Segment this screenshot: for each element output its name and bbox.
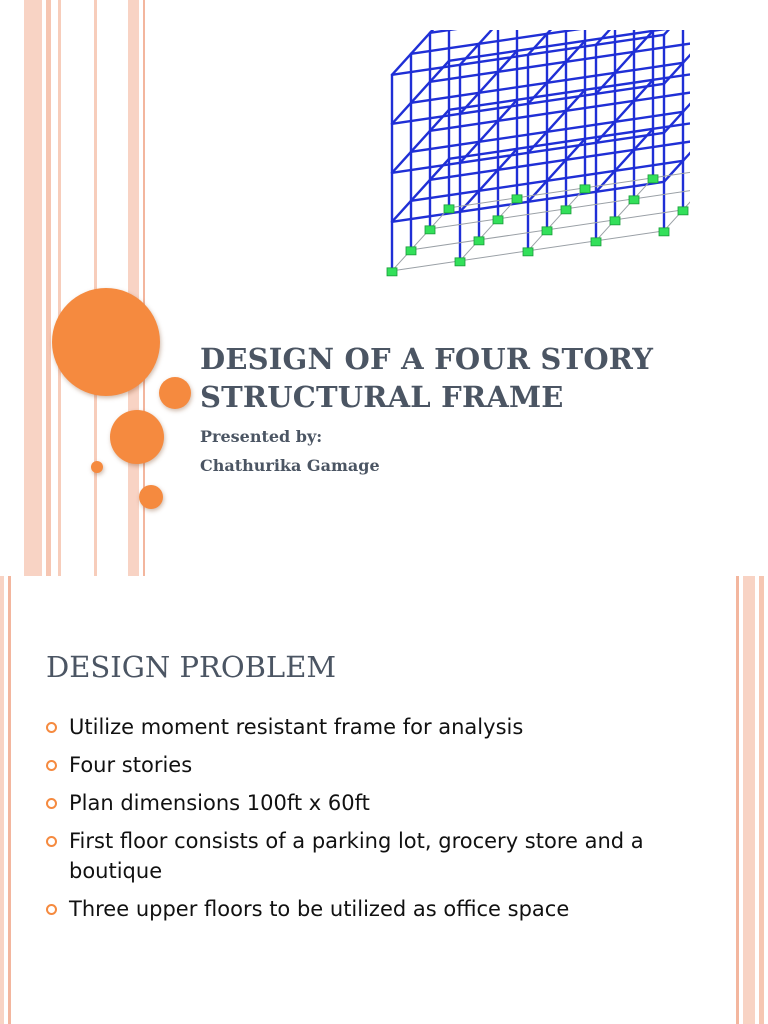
frame-member — [653, 30, 690, 31]
frame-member — [547, 171, 615, 181]
support-marker — [455, 258, 465, 266]
list-item: Three upper floors to be utilized as office space — [46, 894, 686, 924]
decor-circle-small — [91, 461, 103, 473]
decor-stripe — [743, 576, 755, 1024]
frame-member — [498, 111, 566, 121]
frame-member — [430, 189, 690, 229]
frame-member — [411, 191, 479, 201]
decor-stripe — [128, 0, 139, 576]
frame-member — [479, 132, 547, 142]
circle-bullet-icon — [46, 836, 57, 847]
title-line-1: DESIGN OF A FOUR STORY — [200, 342, 654, 376]
frame-member — [566, 101, 634, 111]
circle-bullet-icon — [46, 722, 57, 733]
support-marker — [425, 226, 435, 234]
frame-member — [566, 150, 634, 160]
decor-stripe — [736, 576, 739, 1024]
structural-frame-illustration — [380, 30, 690, 330]
frame-member — [566, 52, 634, 62]
list-item: Plan dimensions 100ft x 60ft — [46, 788, 686, 818]
circle-bullet-icon — [46, 904, 57, 915]
frame-member — [615, 63, 683, 73]
frame-member — [430, 170, 498, 180]
frame-member — [430, 121, 498, 131]
frame-member — [479, 83, 547, 93]
frame-member — [411, 44, 479, 54]
frame-member — [411, 93, 479, 103]
support-marker — [542, 227, 552, 235]
frame-member — [528, 192, 596, 202]
design-problem-heading: DESIGN PROBLEM — [46, 650, 337, 684]
decor-stripe — [24, 0, 42, 576]
frame-member — [547, 73, 615, 83]
frame-member — [479, 34, 547, 44]
presented-by-label: Presented by: — [200, 427, 323, 446]
frame-member — [615, 112, 683, 122]
support-marker — [493, 216, 503, 224]
support-marker — [387, 268, 397, 276]
support-marker — [406, 247, 416, 255]
circle-bullet-icon — [46, 760, 57, 771]
support-marker — [659, 228, 669, 236]
support-marker — [512, 195, 522, 203]
decor-stripe — [8, 576, 11, 1024]
support-marker — [580, 185, 590, 193]
decor-stripe — [46, 0, 51, 576]
list-item: Four stories — [46, 750, 686, 780]
frame-member — [664, 30, 683, 35]
frame-member — [517, 41, 585, 51]
support-marker — [629, 196, 639, 204]
circle-bullet-icon — [46, 798, 57, 809]
slide-title — [200, 340, 720, 416]
decor-circle-large — [52, 288, 160, 396]
frame-member — [615, 161, 683, 171]
frame-member — [498, 62, 566, 72]
frame-member — [460, 202, 528, 212]
presenter-name: Chathurika Gamage — [200, 456, 380, 475]
decor-stripe — [58, 0, 61, 576]
decor-circle — [110, 410, 164, 464]
support-marker — [648, 175, 658, 183]
decor-stripe — [0, 576, 4, 1024]
support-marker — [444, 205, 454, 213]
decor-circle — [139, 485, 163, 509]
decor-circle — [159, 377, 191, 409]
support-marker — [678, 207, 688, 215]
support-marker — [610, 217, 620, 225]
frame-member — [547, 30, 615, 34]
design-problem-list — [46, 712, 686, 932]
support-marker — [591, 238, 601, 246]
title-line-2: STRUCTURAL FRAME — [200, 380, 564, 414]
support-marker — [561, 206, 571, 214]
frame-member — [430, 72, 498, 82]
frame-member — [585, 31, 653, 41]
frame-member — [411, 142, 479, 152]
frame-member — [392, 212, 460, 222]
support-marker — [474, 237, 484, 245]
frame-member — [547, 122, 615, 132]
frame-member — [449, 51, 517, 61]
decor-stripe — [759, 576, 764, 1024]
frame-member — [596, 182, 664, 192]
list-item: Utilize moment resistant frame for analysis — [46, 712, 686, 742]
frame-member — [479, 181, 547, 191]
frame-member — [498, 160, 566, 170]
list-item: First floor consists of a parking lot, grocery store and a boutique — [46, 826, 686, 886]
support-marker — [523, 248, 533, 256]
